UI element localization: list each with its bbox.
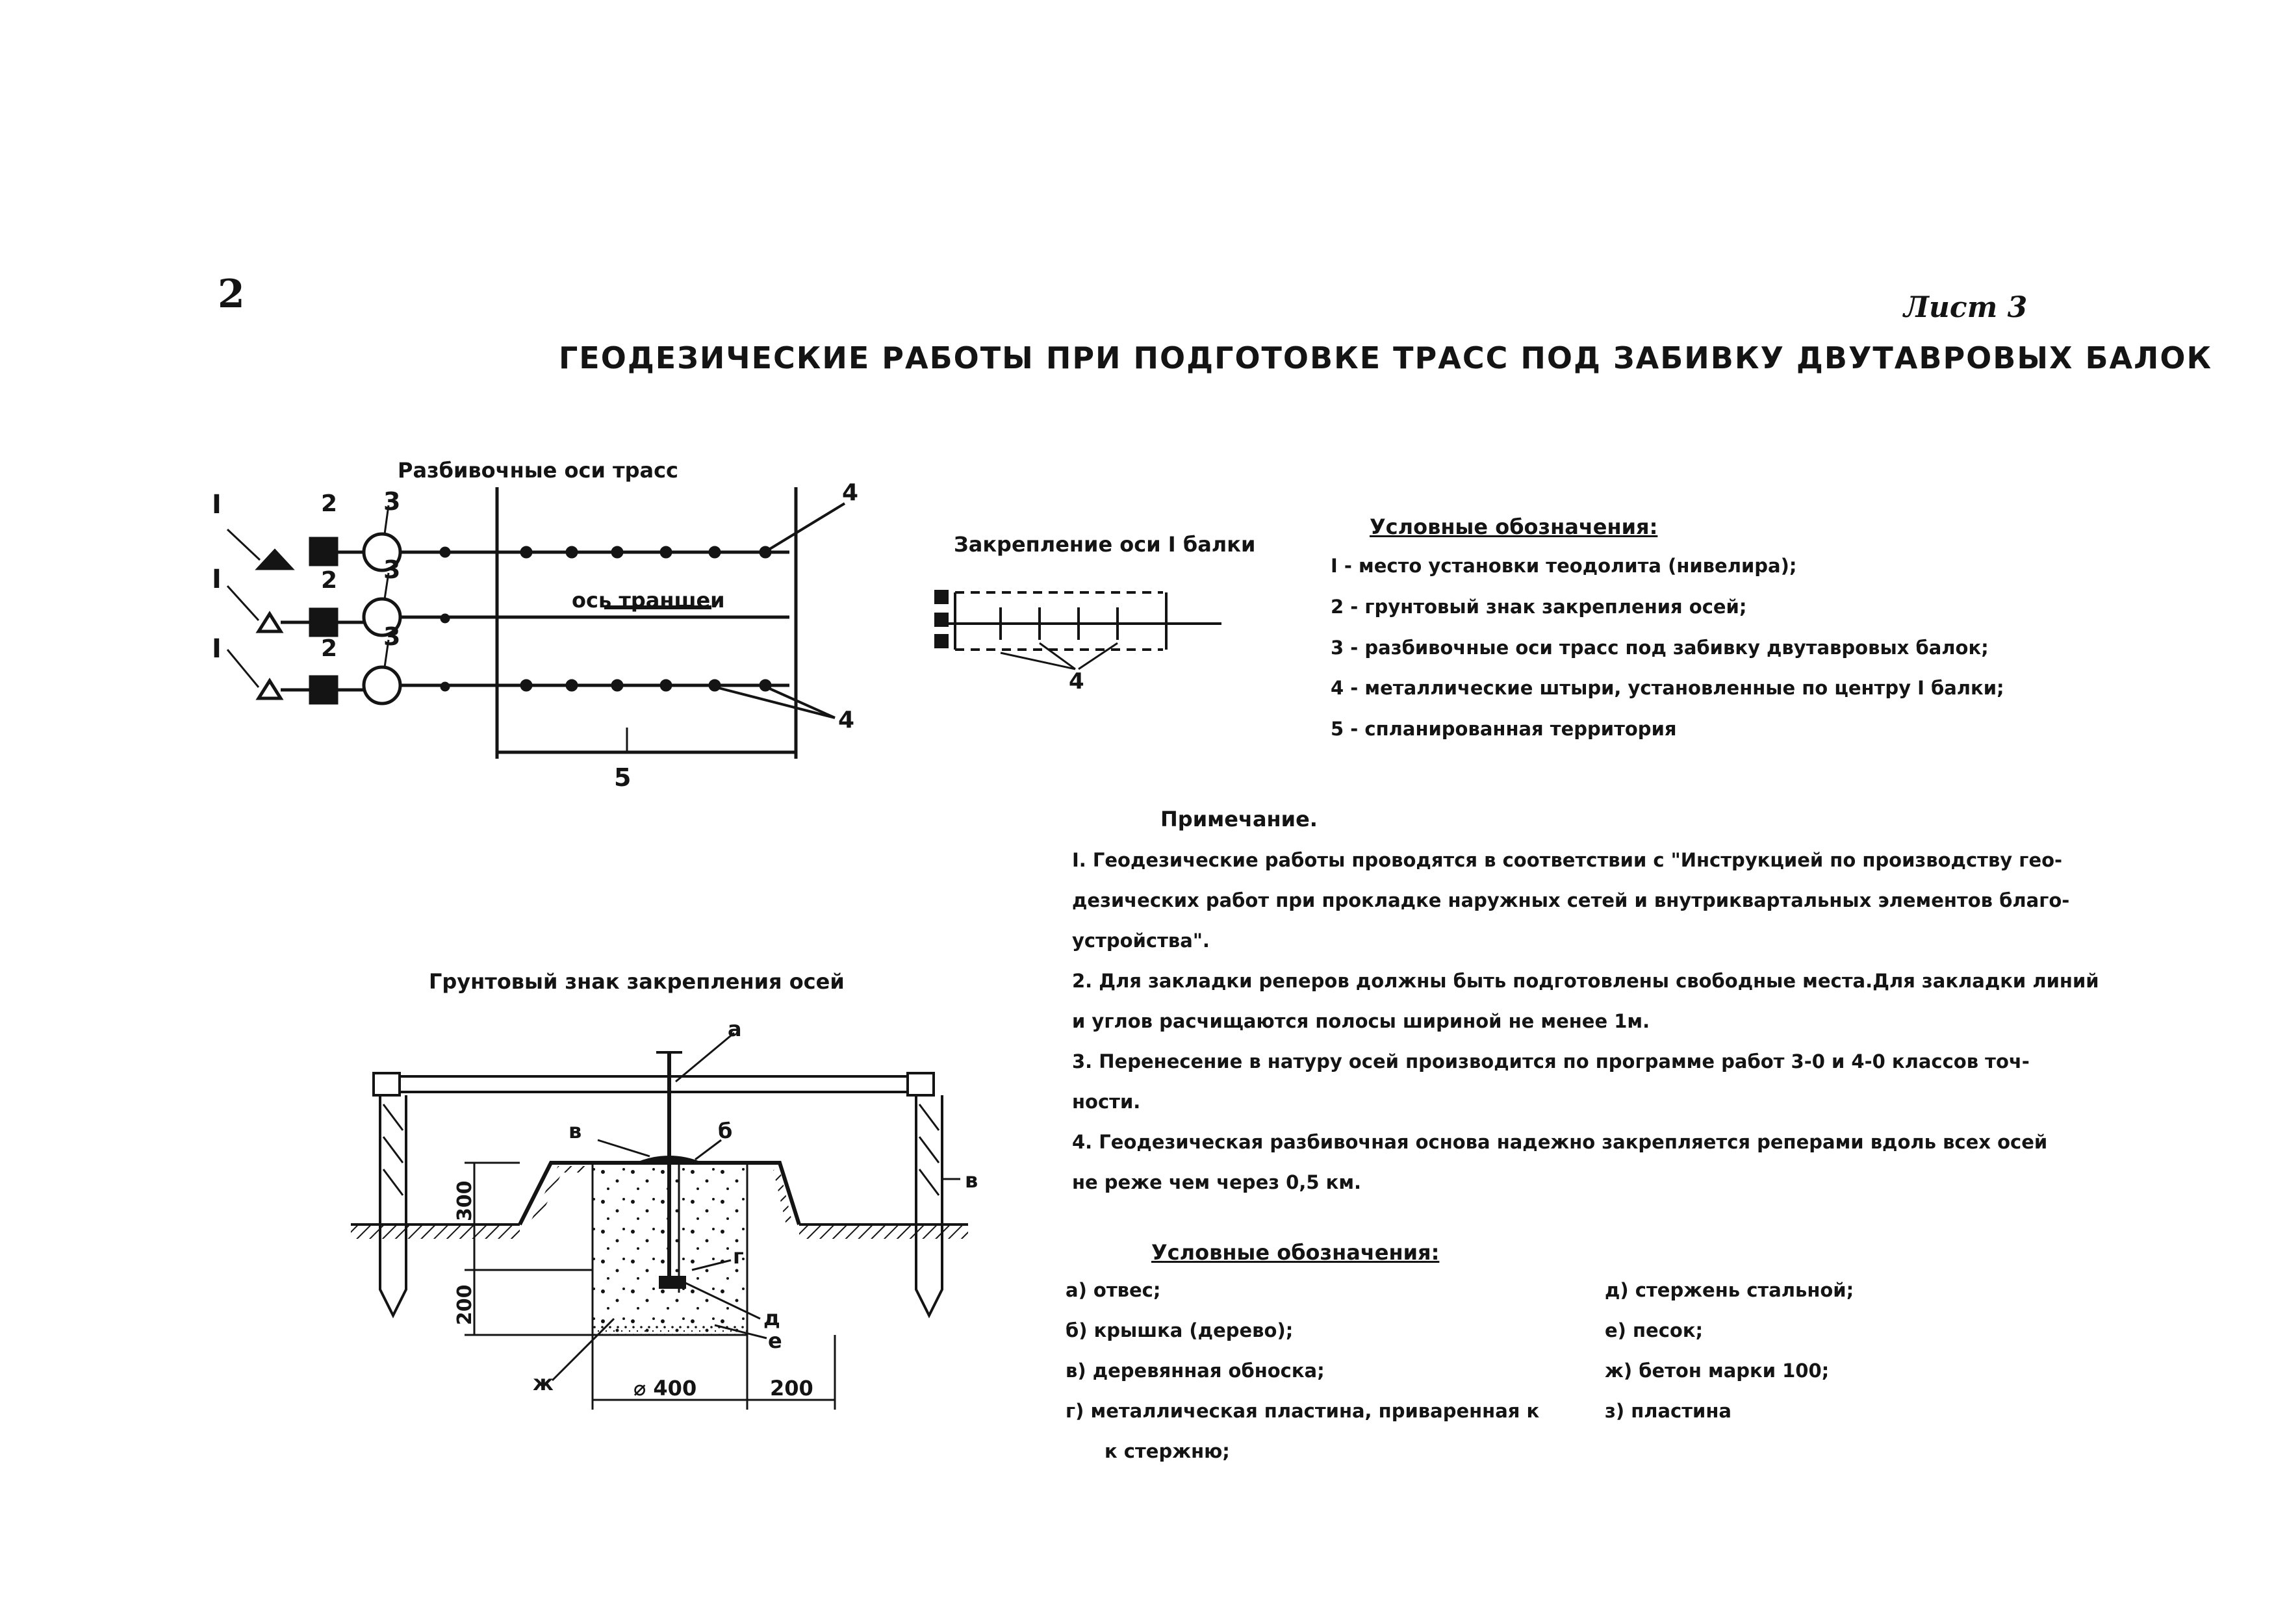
sheet-label: Лист 3: [1904, 291, 2028, 324]
symbol-right-3: ж) бетон марки 100;: [1605, 1360, 1830, 1382]
ground-mark-icon: [311, 539, 337, 565]
label-e: е: [768, 1328, 782, 1353]
symbols-heading: Условные обозначения:: [1151, 1240, 1440, 1265]
callout-pins: 4: [838, 707, 855, 733]
note-line-7: ности.: [1072, 1091, 1141, 1113]
symbol-right-4: з) пластина: [1605, 1400, 1731, 1422]
note-line-9: не реже чем через 0,5 км.: [1072, 1171, 1362, 1193]
notes-heading: Примечание.: [1160, 807, 1318, 831]
beam-fixing-callout: 4: [1069, 668, 1084, 694]
legend-item-1: I - место установки теодолита (нивелира);: [1331, 555, 1797, 577]
theodolite-icon: [259, 551, 291, 568]
beam-fixing-detail: [936, 591, 1221, 669]
ground-mark-icon: [311, 609, 337, 635]
theodolite-icon: [259, 681, 281, 698]
note-line-5: и углов расчищаются полосы шириной не менее 1м.: [1072, 1010, 1650, 1032]
ground-mark-icon: [311, 677, 337, 703]
dim-300: 300: [454, 1180, 476, 1221]
legend-item-2: 2 - грунтовый знак закрепления осей;: [1331, 596, 1747, 618]
ground-mark-caption: Грунтовый знак закрепления осей: [429, 969, 845, 994]
beam-fixing-caption: Закрепление оси I балки: [954, 532, 1256, 557]
dim-200-horizontal: 200: [770, 1376, 813, 1401]
trench-axis-label: ось траншеи: [572, 588, 725, 613]
callout-layout-axis: 3: [383, 487, 401, 516]
note-line-4: 2. Для закладки реперов должны быть подготовлены свободные места.Для закладки линий: [1072, 970, 2099, 992]
label-d: д: [763, 1306, 780, 1330]
label-g: г: [733, 1244, 744, 1269]
page-title: ГЕОДЕЗИЧЕСКИЕ РАБОТЫ ПРИ ПОДГОТОВКЕ ТРАСС ПОД ЗАБИВКУ ДВУТАВРОВЫХ БАЛОК: [559, 340, 2213, 375]
callout-theodolite: I: [212, 634, 222, 664]
dim-200-vertical: 200: [454, 1284, 476, 1325]
callout-territory: 5: [614, 763, 632, 792]
symbol-left-1: а) отвес;: [1066, 1279, 1161, 1301]
label-a: а: [728, 1017, 742, 1041]
axis-layout-diagram: [227, 487, 845, 759]
legend-item-3: 3 - разбивочные оси трасс под забивку двутавровых балок;: [1331, 637, 1989, 659]
note-line-6: 3. Перенесение в натуру осей производится по программе работ 3-0 и 4-0 классов точ-: [1072, 1050, 2030, 1072]
axis-layout-labels: [212, 479, 858, 792]
legend-item-4: 4 - металлические штыри, установленные по центру I балки;: [1331, 677, 2004, 699]
note-line-2: дезических работ при прокладке наружных сетей и внутриквартальных элементов благо-: [1072, 889, 2070, 911]
symbol-right-1: д) стержень стальной;: [1605, 1279, 1854, 1301]
callout-layout-axis: 3: [383, 555, 401, 584]
dim-diameter: ⌀ 400: [633, 1376, 697, 1401]
symbol-left-5: к стержню;: [1105, 1440, 1230, 1462]
callout-ground-mark: 2: [321, 490, 338, 517]
symbol-left-3: в) деревянная обноска;: [1066, 1360, 1325, 1382]
label-v-right: в: [965, 1168, 978, 1193]
ground-mark-section: [351, 1033, 968, 1410]
callout-theodolite: I: [212, 490, 222, 520]
label-b: б: [718, 1119, 733, 1143]
symbol-left-4: г) металлическая пластина, приваренная к: [1066, 1400, 1540, 1422]
callout-layout-axis: 3: [383, 622, 401, 651]
callout-ground-mark: 2: [321, 635, 338, 662]
note-line-1: I. Геодезические работы проводятся в соответствии с "Инструкцией по производству гео-: [1072, 849, 2063, 871]
legend-heading: Условные обозначения:: [1370, 514, 1658, 539]
symbol-right-2: е) песок;: [1605, 1319, 1704, 1341]
callout-ground-mark: 2: [321, 567, 338, 594]
note-line-8: 4. Геодезическая разбивочная основа надежно закрепляется реперами вдоль всех осей: [1072, 1131, 2048, 1153]
callout-pins: 4: [842, 479, 859, 506]
callout-theodolite: I: [212, 565, 222, 594]
legend-item-5: 5 - спланированная территория: [1331, 718, 1677, 740]
note-line-3: устройства".: [1072, 930, 1210, 952]
layout-axis-circle-icon: [364, 667, 400, 704]
wooden-fencing-board: [374, 1076, 934, 1092]
theodolite-icon: [259, 614, 281, 631]
symbol-left-2: б) крышка (дерево);: [1066, 1319, 1294, 1341]
label-zh: ж: [533, 1371, 554, 1395]
page-number: 2: [218, 272, 245, 317]
label-v-left: в: [569, 1119, 582, 1143]
axis-diagram-caption: Разбивочные оси трасс: [398, 458, 678, 483]
